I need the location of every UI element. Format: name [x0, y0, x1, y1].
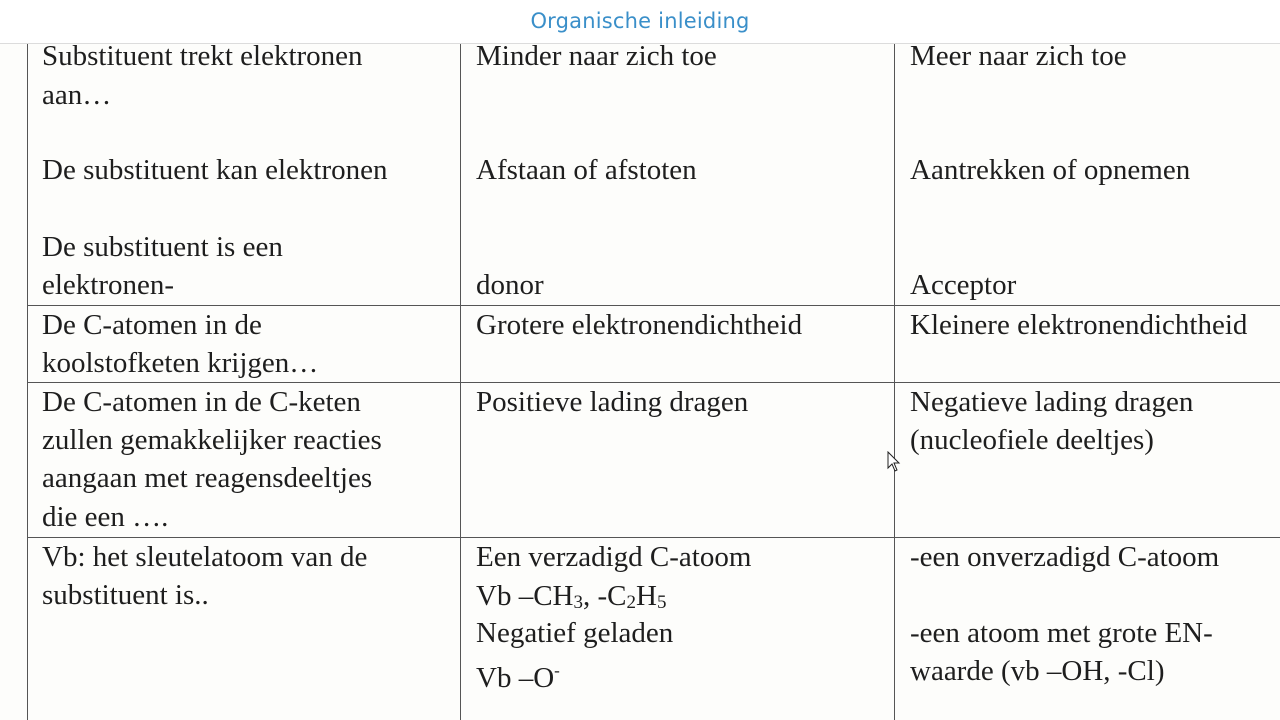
table-cell: Minder naar zich toe: [476, 44, 717, 72]
top-bar: [0, 0, 1280, 44]
table-cell: Grotere elektronendichtheid: [476, 309, 803, 341]
table-cell: De C-atomen in de: [42, 309, 262, 341]
table-cell: aangaan met reagensdeeltjes: [42, 462, 373, 494]
formula-subscript: 3: [573, 592, 583, 613]
table-cell: Een verzadigd C-atoom: [476, 541, 752, 573]
table-cell: waarde (vb –OH, -Cl): [910, 655, 1165, 687]
table-cell: Substituent trekt elektronen: [42, 44, 363, 72]
table-cell: substituent is..: [42, 579, 209, 611]
formula-subscript: 2: [626, 592, 636, 613]
table-cell: Negatief geladen: [476, 617, 674, 649]
formula-superscript: -: [554, 661, 560, 680]
table-cell: Meer naar zich toe: [910, 44, 1127, 72]
document-title: Organische inleiding: [530, 9, 750, 33]
table-cell: -een atoom met grote EN-: [910, 617, 1213, 649]
table-cell: Aantrekken of opnemen: [910, 154, 1191, 186]
mouse-pointer-icon: [887, 451, 901, 473]
table-cell: De substituent kan elektronen: [42, 154, 388, 186]
formula-text: , -C: [582, 580, 627, 612]
table-cell: De C-atomen in de C-keten: [42, 386, 361, 418]
table-cell: Negatieve lading dragen: [910, 386, 1194, 418]
table-cell: aan…: [42, 79, 112, 111]
table-cell: elektronen-: [42, 269, 175, 301]
table-cell: zullen gemakkelijker reacties: [42, 424, 382, 456]
table-cell: die een ….: [42, 501, 169, 533]
chemical-formula: [476, 652, 560, 697]
table-cell: De substituent is een: [42, 231, 283, 263]
document-view[interactable]: [0, 44, 1280, 720]
table-cell: -een onverzadigd C-atoom: [910, 541, 1220, 573]
table-cell: Afstaan of afstoten: [476, 154, 697, 186]
table-cell: donor: [476, 269, 544, 301]
table-cell: koolstofketen krijgen…: [42, 347, 319, 379]
formula-subscript: 5: [656, 592, 667, 613]
table-cell: (nucleofiele deeltjes): [910, 424, 1154, 456]
formula-text: H: [635, 580, 657, 612]
table-cell: Vb: het sleutelatoom van de: [42, 541, 368, 573]
table-cell: Kleinere elektronendichtheid: [910, 309, 1248, 341]
formula-text: Vb –O: [476, 662, 555, 694]
table-cell: Acceptor: [910, 269, 1017, 301]
formula-text: Vb –CH: [476, 580, 574, 612]
table-cell: Positieve lading dragen: [476, 386, 749, 418]
